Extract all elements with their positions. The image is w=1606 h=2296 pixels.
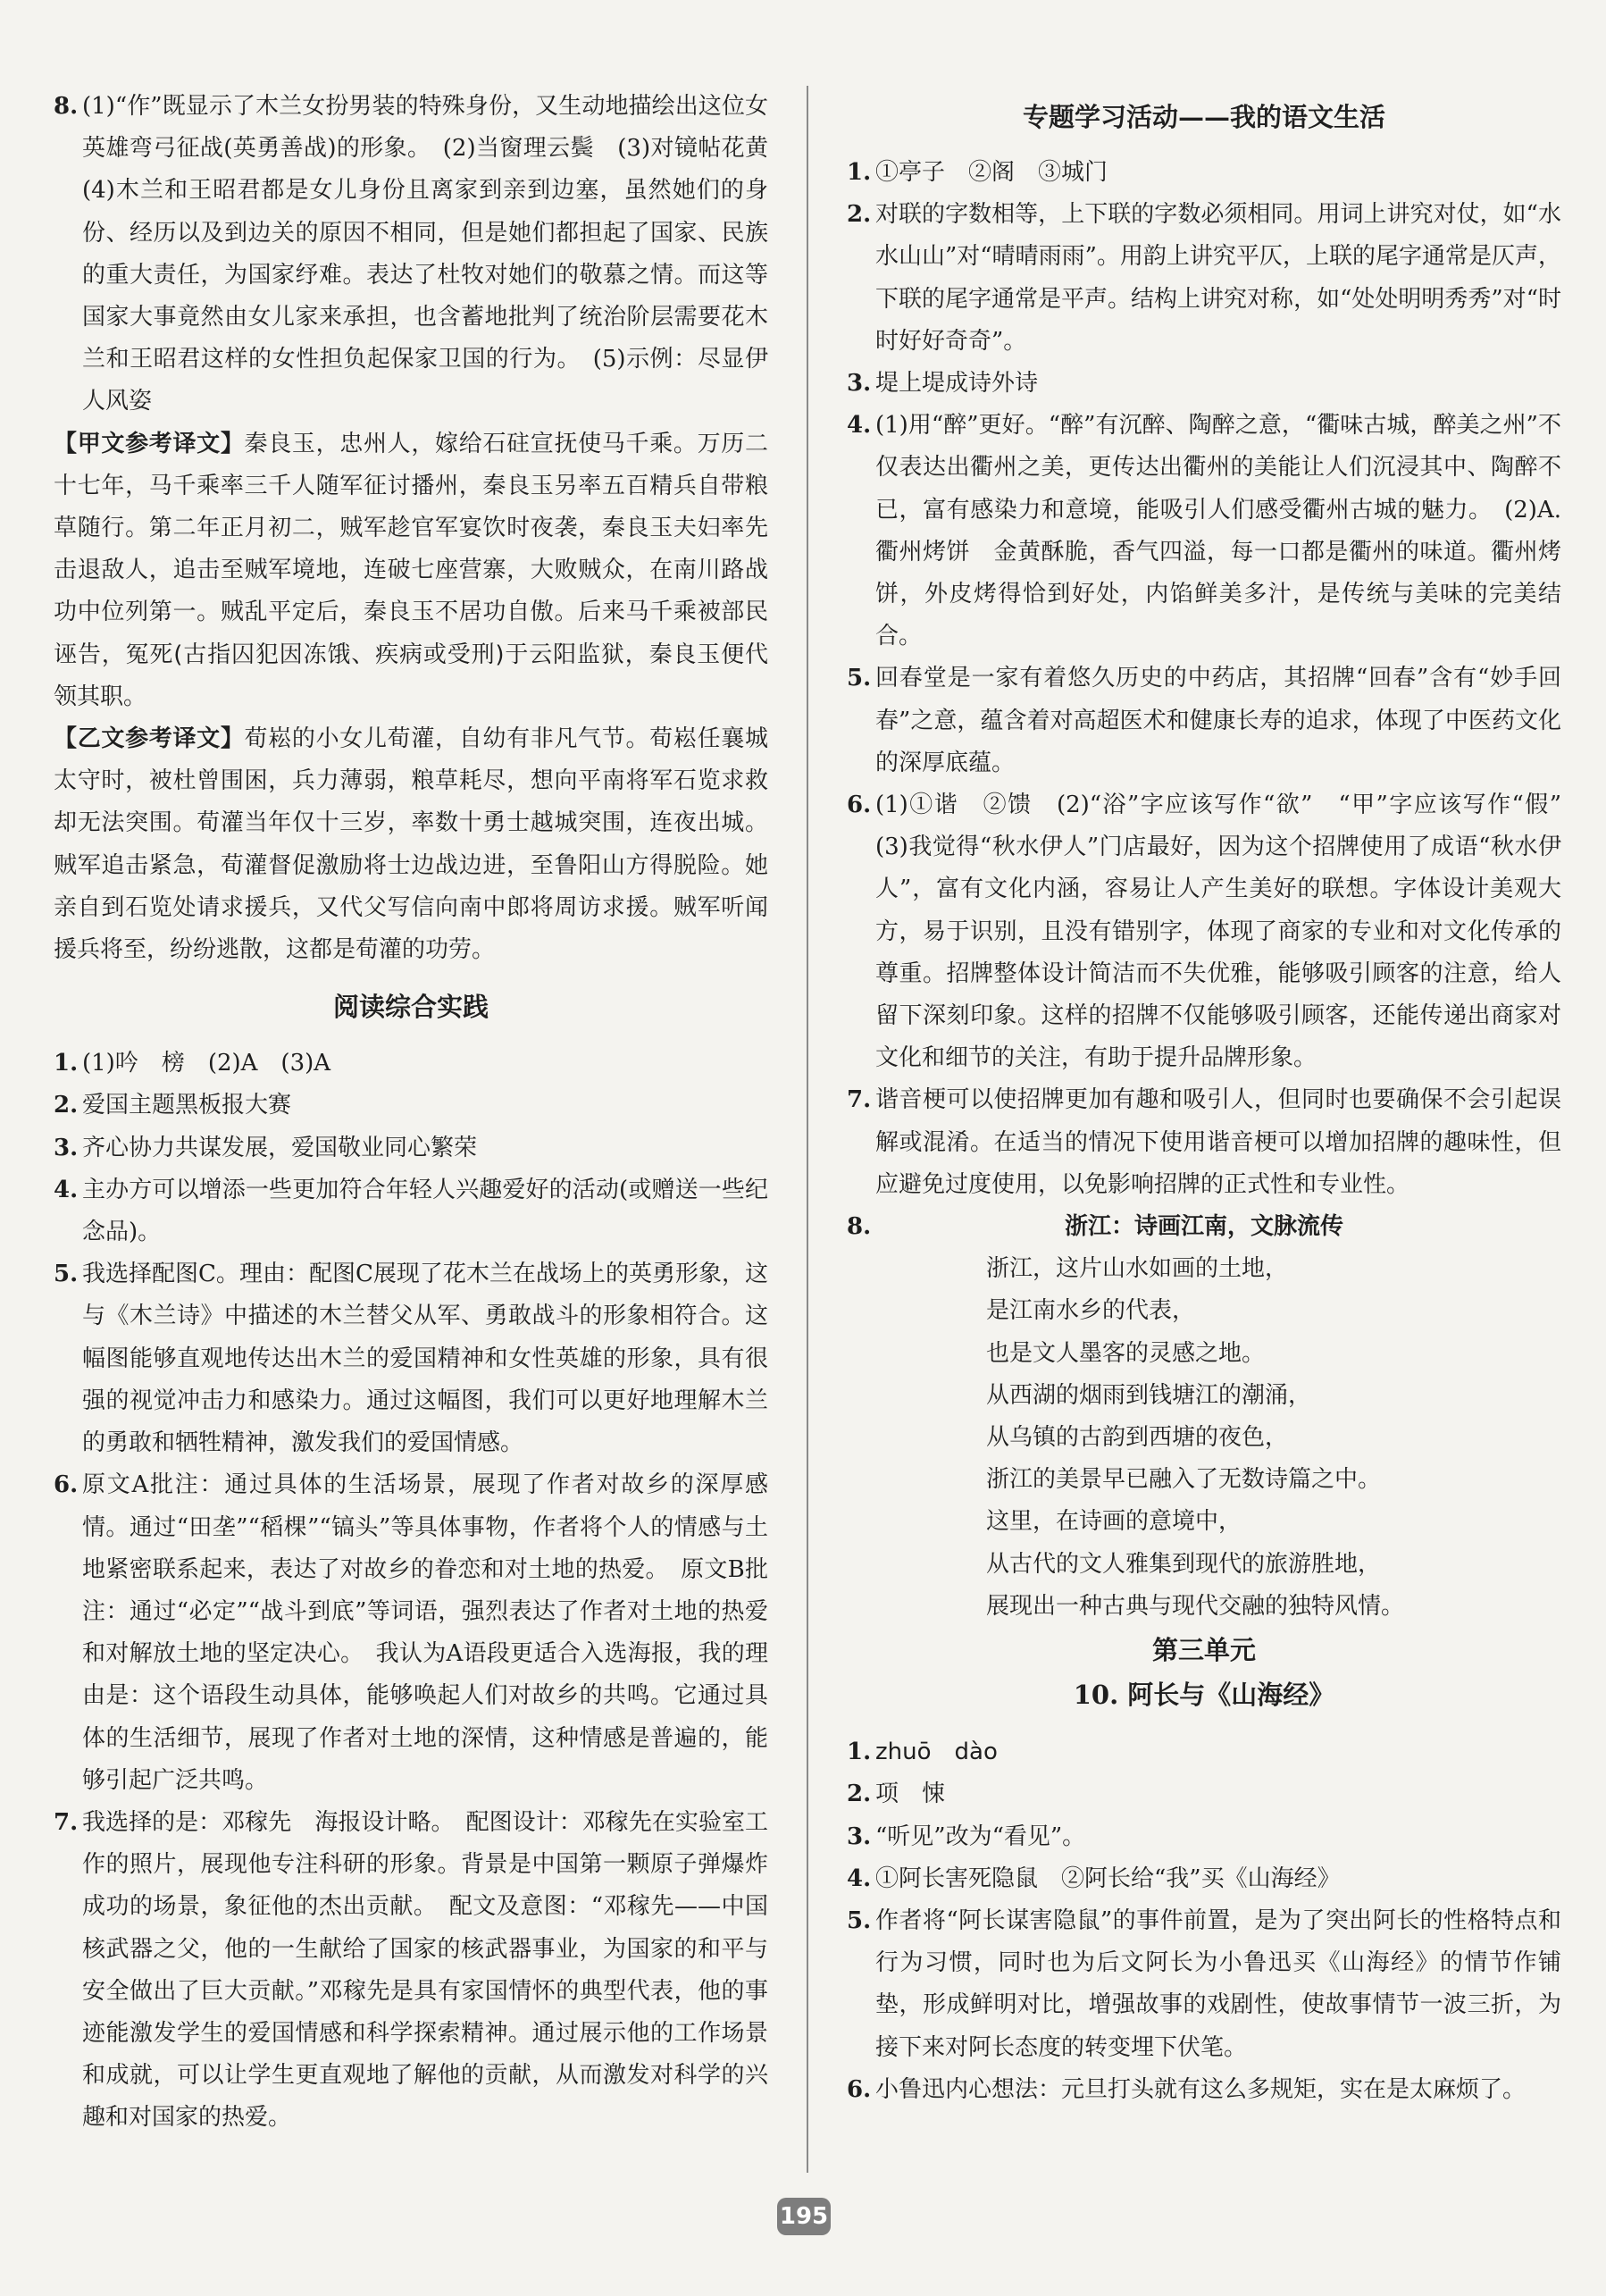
item-number: 3. <box>54 1134 79 1161</box>
item-number: 2. <box>54 1092 79 1119</box>
item-text: 原文A批注：通过具体的生活场景，展现了作者对故乡的深厚感情。通过“田垄”“稻棵”“镐头”等具体事物，作者将个人的情感与土地紧密联系起来，表达了对故乡的眷恋和对土地的热爱。 原文B批注：通过“必定”“战斗到底”等词语，强烈表达了作者对土地的热爱和对解放土地的坚定决心。 我认为A语段更适合入选海报，我的理由是：这个语段生动具体，能够唤起人们对故乡的共鸣。它通过具体的生活细节，展现了作者对土地的深情，这种情感是普遍的，能够引起广泛共鸣。 <box>82 1471 768 1794</box>
jia-text: 秦良玉，忠州人，嫁给石砫宣抚使马千乘。万历二十七年，马千乘率三千人随军征讨播州，秦良玉另率五百精兵自带粮草随行。第二年正月初二，贼军趁官军宴饮时夜袭，秦良玉夫妇率先击退敌人，追击至贼军境地，连破七座营寨，大败贼众，在南川路战功中位列第一。贼乱平定后，秦良玉不居功自傲。后来马千乘被部民诬告，冤死(古指囚犯因冻饿、疾病或受刑)于云阳监狱，秦良玉便代领其职。 <box>54 430 768 710</box>
section-title-reading-practice: 阅读综合实践 <box>332 992 489 1023</box>
item-number: 3. <box>847 370 872 398</box>
item-text: 小鲁迅内心想法：元旦打头就有这么多规矩，实在是太麻烦了。 <box>875 2075 1527 2103</box>
answer-item <box>847 658 1561 784</box>
item-text: 我选择配图C。理由：配图C展现了花木兰在战场上的英勇形象，这与《木兰诗》中描述的木兰替父从军、勇敢战斗的形象相符合。这幅图能够直观地传达出木兰的爱国精神和女性英雄的形象，具有很强的视觉冲击力和感染力。通过这幅图，我们可以更好地理解木兰的勇敢和牺牲精神，激发我们的爱国情感。 <box>82 1261 768 1457</box>
item-number: 8. <box>54 93 79 120</box>
item-text: (1)用“醉”更好。“醉”有沉醉、陶醉之意，“衢味古城，醉美之州”不仅表达出衢州之美，更传达出衢州的美能让人们沉浸其中、陶醉不已，富有感染力和意境，能吸引人们感受衢州古城的魅力。 (2)A. 衢州烤饼 金黄酥脆，香气四溢，每一口都是衢州的味道。衢州烤饼，外皮烤得恰到好处，内馅鲜美多汁，是传统与美味的完美结合。 <box>875 412 1561 650</box>
item-text: 对联的字数相等，上下联的字数必须相同。用词上讲究对仗，如“水水山山”对“晴晴雨雨”。用韵上讲究平仄，上联的尾字通常是仄声，下联的尾字通常是平声。结构上讲究对称，如“处处明明秀秀”对“时时好好奇奇”。 <box>875 201 1561 355</box>
item-number: 1. <box>54 1050 79 1077</box>
item-number: 4. <box>847 412 872 440</box>
jia-label: 【甲文参考译文】 <box>54 430 245 457</box>
poem-line: 从古代的文人雅集到现代的旅游胜地， <box>986 1550 1382 1578</box>
answer-item <box>847 152 1561 194</box>
item-number: 7. <box>54 1808 79 1836</box>
answer-item <box>54 1253 768 1464</box>
item-text: 项 悚 <box>875 1781 946 1808</box>
item-text: 我选择的是：邓稼先 海报设计略。 配图设计：邓稼先在实验室工作的照片，展现他专注科研的形象。背景是中国第一颗原子弹爆炸成功的场景，象征他的杰出贡献。 配文及意图：“邓稼先——中国核武器之父，他的一生献给了国家的核武器事业，为国家的和平与安全做出了巨大贡献。”邓稼先是具有家国情怀的典型代表，他的事迹能激发学生的爱国情感和科学探索精神。通过展示他的工作场景和成就，可以让学生更直观地了解他的贡献，从而激发对科学的兴趣和对国家的热爱。 <box>82 1808 768 2132</box>
poem-line: 展现出一种古典与现代交融的独特风情。 <box>986 1592 1405 1620</box>
poem-line: 也是文人墨客的灵感之地。 <box>986 1339 1266 1367</box>
poem-line: 从西湖的烟雨到钱塘江的潮涌， <box>986 1381 1312 1409</box>
answer-item-8 <box>54 86 792 423</box>
item-text: 谐音梗可以使招牌更加有趣和吸引人，但同时也要确保不会引起误解或混淆。在适当的情况下使用谐音梗可以增加招牌的趣味性，但应避免过度使用，以免影响招牌的正式性和专业性。 <box>875 1086 1561 1198</box>
answer-item <box>54 1085 768 1127</box>
item-number: 8. <box>847 1213 872 1241</box>
answer-item <box>54 1802 768 2140</box>
item-text: 作者将“阿长谋害隐鼠”的事件前置，是为了突出阿长的性格特点和行为习惯，同时也为后文阿长为小鲁迅买《山海经》的情节作铺垫，形成鲜明对比，增强故事的戏剧性，使故事情节一波三折，为接下来对阿长态度的转变埋下伏笔。 <box>875 1906 1561 2061</box>
item-text: ①亭子 ②阁 ③城门 <box>875 159 1108 186</box>
item-number: 2. <box>847 1781 872 1808</box>
item-text: (1)“作”既显示了木兰女扮男装的特殊身份，又生动地描绘出这位女英雄弯弓征战(英勇善战)的形象。 (2)当窗理云鬓 (3)对镜帖花黄 (4)木兰和王昭君都是女儿身份且离家到亲到边塞，虽然她们的身份、经历以及到边关的原因不相同，但是她们都担起了国家、民族的重大责任，为国家纾难。表达了杜牧对她们的敬慕之情。而这等国家大事竟然由女儿家来承担，也含蓄地批判了统治阶层需要花木兰和王昭君这样的女性担负起保家卫国的行为。 (5)示例：尽显伊人风姿 <box>82 93 792 415</box>
yi-translation <box>54 718 768 971</box>
item-number: 1. <box>847 159 872 186</box>
answer-item <box>847 363 1561 405</box>
item-text: (1)吟 榜 (2)A (3)A <box>82 1050 331 1077</box>
item-text: 堤上堤成诗外诗 <box>875 370 1039 398</box>
left-column <box>54 86 792 2140</box>
item-number: 5. <box>847 665 872 692</box>
item-number: 5. <box>54 1261 79 1288</box>
item-number: 2. <box>847 201 872 229</box>
poem-line: 是江南水乡的代表， <box>986 1297 1196 1325</box>
answer-item <box>847 1773 1561 1815</box>
item-number: 5. <box>847 1906 872 1934</box>
jia-translation <box>54 423 768 718</box>
answer-item <box>54 1127 768 1169</box>
poem-line: 这里，在诗画的意境中， <box>986 1508 1242 1536</box>
unit-title: 第三单元 <box>1151 1635 1256 1666</box>
answer-item <box>847 194 1561 363</box>
answer-item <box>54 1043 768 1085</box>
item-text: zhuō dào <box>875 1739 998 1766</box>
item-number: 3. <box>847 1823 872 1850</box>
item-number: 6. <box>847 792 872 819</box>
item-text: 主办方可以增添一些更加符合年轻人兴趣爱好的活动(或赠送一些纪念品)。 <box>82 1176 768 1246</box>
poem-title: 浙江：诗画江南，文脉流传 <box>1064 1213 1343 1241</box>
topic-title: 专题学习活动——我的语文生活 <box>1022 102 1385 132</box>
right-column <box>847 86 1585 2111</box>
answer-item <box>847 405 1561 658</box>
answer-item-8-poem <box>847 1206 1561 1248</box>
item-number: 7. <box>847 1086 872 1114</box>
answer-item <box>54 1464 768 1802</box>
item-text: (1)①谐 ②馈 (2)“浴”字应该写作“欲” “甲”字应该写作“假” (3)我觉得“秋水伊人”门店最好，因为这个招牌使用了成语“秋水伊人”，富有文化内涵，容易让人产生美好的联想。字体设计美观大方，易于识别，且没有错别字，体现了商家的专业和对文化传承的尊重。招牌整体设计简洁而不失优雅，能够吸引顾客的注意，给人留下深刻印象。这样的招牌不仅能够吸引顾客，还能传递出商家对文化和细节的关注，有助于提升品牌形象。 <box>875 792 1585 1072</box>
item-text: 回春堂是一家有着悠久历史的中药店，其招牌“回春”含有“妙手回春”之意，蕴含着对高超医术和健康长寿的追求，体现了中医药文化的深厚底蕴。 <box>875 665 1561 776</box>
answer-item <box>847 784 1585 1079</box>
item-text: 齐心协力共谋发展，爱国敬业同心繁荣 <box>82 1134 478 1161</box>
poem-line: 从乌镇的古韵到西塘的夜色， <box>986 1424 1289 1452</box>
answer-item <box>54 1169 768 1253</box>
answer-item <box>847 1731 1561 1773</box>
yi-text: 荀崧的小女儿荀灌，自幼有非凡气节。荀崧任襄城太守时，被杜曾围困，兵力薄弱，粮草耗尽，想向平南将军石览求救却无法突围。荀灌当年仅十三岁，率数十勇士越城突围，连夜出城。贼军追击紧急，荀灌督促激励将士边战边进，至鲁阳山方得脱险。她亲自到石览处请求援兵，又代父写信向南中郎将周访求援。贼军听闻援兵将至，纷纷逃散，这都是荀灌的功劳。 <box>54 725 768 964</box>
poem <box>847 1248 1561 1628</box>
column-divider <box>807 86 808 2173</box>
answer-item <box>847 1079 1561 1206</box>
item-text: ①阿长害死隐鼠 ②阿长给“我”买《山海经》 <box>875 1864 1341 1892</box>
answer-item <box>847 2069 1561 2111</box>
poem-line: 浙江，这片山水如画的土地， <box>986 1255 1289 1283</box>
item-text: 爱国主题黑板报大赛 <box>82 1092 292 1119</box>
item-text: “听见”改为“看见”。 <box>875 1823 1086 1850</box>
item-number: 6. <box>54 1471 79 1499</box>
poem-line: 浙江的美景早已融入了无数诗篇之中。 <box>986 1466 1382 1494</box>
item-number: 1. <box>847 1739 872 1766</box>
item-number: 4. <box>54 1176 79 1203</box>
answer-item <box>847 1816 1561 1858</box>
item-number: 4. <box>847 1864 872 1892</box>
page-number: 195 <box>777 2198 831 2235</box>
answer-item <box>847 1858 1561 1900</box>
yi-label: 【乙文参考译文】 <box>54 725 245 753</box>
lesson-title: 10. 阿长与《山海经》 <box>1073 1680 1335 1711</box>
item-number: 6. <box>847 2075 872 2103</box>
answer-item <box>847 1900 1561 2069</box>
